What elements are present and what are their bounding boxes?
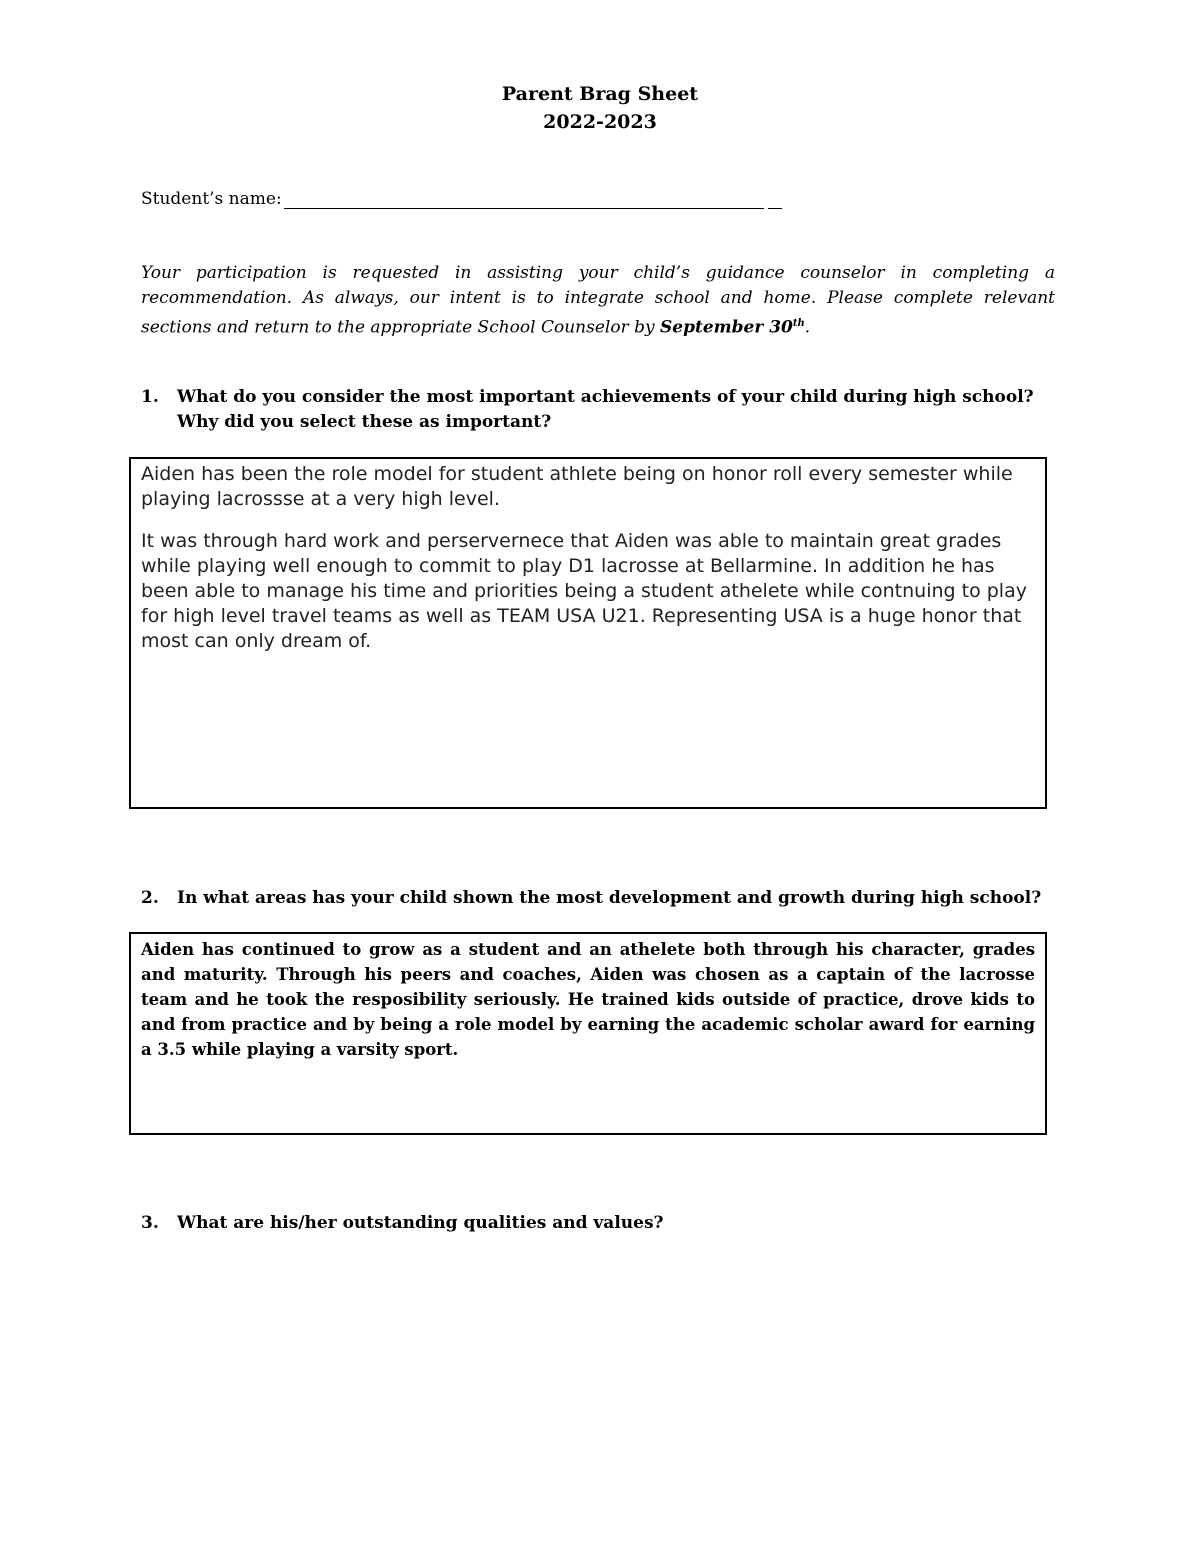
document-header	[0, 80, 1200, 136]
question-text: In what areas has your child shown the most development and growth during high school?	[177, 888, 1042, 908]
instructions-text: Your participation is requested in assisting your child’s guidance counselor in completing a recommendation. As always, our intent is to integrate school and home. Please complete relevant sections and return to the appropriate School Counselor by	[141, 263, 1055, 338]
student-name-row	[141, 188, 782, 209]
question-1	[141, 385, 1063, 435]
deadline-suffix: th	[792, 318, 805, 329]
question-2	[141, 886, 1063, 911]
name-line-tail	[768, 188, 782, 209]
question-number: 1.	[141, 387, 159, 407]
answer-paragraph: Aiden has continued to grow as a student and an athelete both through his character, grades and maturity. Through his peers and coaches, Aiden was chosen as a captain of the lacrosse team and he took the resposibility seriously. He trained kids outside of practice, drove kids to and from practice and by being a role model by earning the academic scholar award for earning a 3.5 while playing a varsity sport.	[141, 940, 1035, 1059]
instructions-paragraph	[141, 261, 1055, 341]
question-3	[141, 1211, 1063, 1236]
answer-box-2[interactable]	[129, 932, 1047, 1135]
answer-box-1[interactable]	[129, 457, 1047, 809]
instructions-end: .	[804, 317, 811, 338]
question-text: What do you consider the most important achievements of your child during high school? Why did you select these as important?	[177, 387, 1034, 432]
school-year: 2022-2023	[543, 111, 657, 133]
question-text: What are his/her outstanding qualities and values?	[177, 1213, 664, 1233]
student-name-field[interactable]	[284, 188, 764, 209]
question-number: 2.	[141, 888, 159, 908]
answer-paragraph: Aiden has been the role model for student athlete being on honor roll every semester while playing lacrossse at a very high level.	[141, 463, 1013, 510]
student-name-label: Student’s name:	[141, 189, 282, 209]
deadline-date: September 30	[660, 317, 793, 338]
question-number: 3.	[141, 1213, 159, 1233]
page-title: Parent Brag Sheet	[501, 83, 699, 105]
answer-paragraph: It was through hard work and perservernece that Aiden was able to maintain great grades while playing well enough to commit to play D1 lacrosse at Bellarmine. In addition he has been able to manage his time and priorities being a student athelete while contnuing to play for high level travel teams as well as TEAM USA U21. Representing USA is a huge honor that most can only dream of.	[141, 530, 1027, 652]
